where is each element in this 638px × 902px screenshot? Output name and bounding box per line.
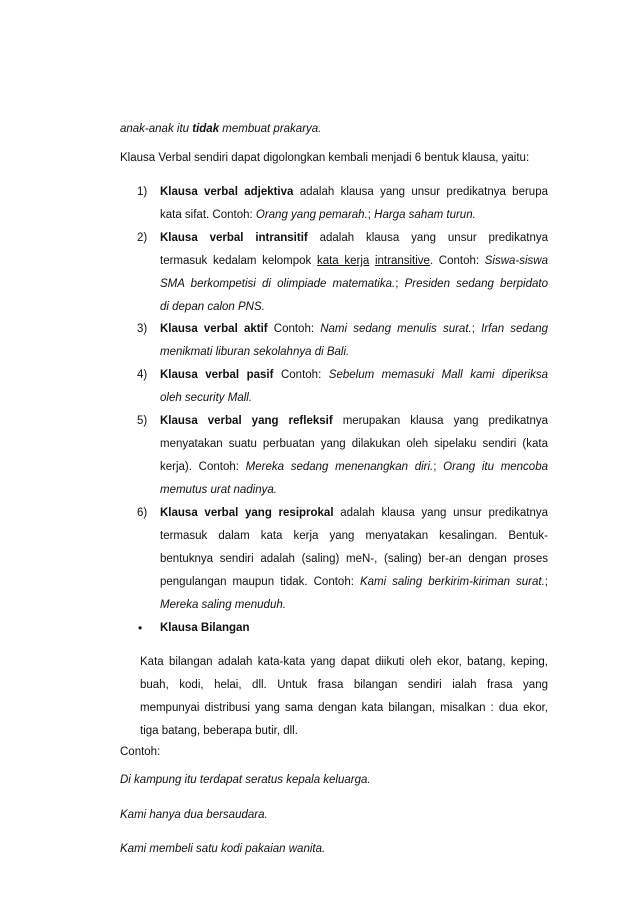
item-2-line-1 xyxy=(160,231,548,245)
underlined-term: intransitive xyxy=(374,255,430,267)
separator: ; xyxy=(367,209,375,221)
item-1-line-1 xyxy=(160,185,548,199)
item-5-line-1 xyxy=(160,414,548,428)
item-6-line-2: termasuk dalam kata kerja yang menyatakan kesalingan. Bentuk- xyxy=(160,530,548,542)
item-3-line-1 xyxy=(160,322,548,336)
lead-paragraph: Klausa Verbal sendiri dapat digolongkan kembali menjadi 6 bentuk klausa, yaitu: xyxy=(120,152,530,164)
paragraph-line: buah, kodi, helai, dll. Untuk frasa bilangan sendiri ialah frasa yang xyxy=(140,679,548,691)
item-5-term: Klausa verbal yang refleksif xyxy=(160,415,333,427)
item-6-line-5: Mereka saling menuduh. xyxy=(160,599,286,611)
separator: ; xyxy=(471,323,482,335)
bullet-heading: Klausa Bilangan xyxy=(160,622,250,634)
item-2-text: termasuk kedalam kelompok xyxy=(160,255,317,267)
item-6-line-1 xyxy=(160,506,548,520)
bullet-icon: • xyxy=(138,621,143,635)
item-1-term: Klausa verbal adjektiva xyxy=(160,186,294,198)
paragraph-line: Kata bilangan adalah kata-kata yang dapat diikuti oleh ekor, batang, keping, xyxy=(140,656,548,668)
item-3-example: Nami sedang menulis surat. xyxy=(320,323,472,335)
separator: ; xyxy=(395,278,405,290)
item-4-line-1 xyxy=(160,368,548,382)
item-4-term: Klausa verbal pasif xyxy=(160,369,274,381)
underlined-term: kata kerja xyxy=(316,255,370,267)
item-4-text: Contoh: xyxy=(273,369,329,381)
separator: ; xyxy=(544,576,548,588)
item-number: 4) xyxy=(137,369,148,381)
item-3-line-2: menikmati liburan sekolahnya di Bali. xyxy=(160,346,350,358)
example-sentence: Di kampung itu terdapat seratus kepala keluarga. xyxy=(120,774,371,786)
intro-text-start: anak-anak itu xyxy=(120,123,193,135)
item-number: 2) xyxy=(137,232,148,244)
item-2-text: adalah klausa yang unsur predikatnya xyxy=(307,232,548,244)
item-1-example: Harga saham turun. xyxy=(374,209,476,221)
item-2-line-3 xyxy=(160,277,548,291)
item-4-example: Sebelum memasuki Mall kami diperiksa xyxy=(328,369,549,381)
item-6-example: Kami saling berkirim-kiriman surat. xyxy=(359,576,545,588)
item-3-example: Irfan sedang xyxy=(481,323,549,335)
item-4-line-2: oleh security Mall. xyxy=(160,392,253,404)
item-number: 6) xyxy=(137,507,148,519)
paragraph-line: mempunyai distribusi yang sama dengan kata bilangan, misalkan : dua ekor, xyxy=(140,702,548,714)
paragraph-line: tiga batang, beberapa butir, dll. xyxy=(140,725,298,737)
item-number: 5) xyxy=(137,415,148,427)
item-5-example: Mereka sedang menenangkan diri. xyxy=(245,461,434,473)
example-sentence: Kami membeli satu kodi pakaian wanita. xyxy=(120,843,326,855)
item-2-example: SMA berkompetisi di olimpiade matematika. xyxy=(160,278,396,290)
item-5-text: merupakan klausa yang predikatnya xyxy=(332,415,548,427)
item-1-example: Orang yang pemarah. xyxy=(255,209,368,221)
item-5-line-2: menyatakan suatu perbuatan yang dilakukan oleh sipelaku sendiri (kata xyxy=(160,438,548,450)
item-5-line-4: memutus urat nadinya. xyxy=(160,484,277,496)
intro-line xyxy=(120,122,321,136)
item-2-text: . Contoh: xyxy=(429,255,485,267)
item-2-example: Siswa-siswa xyxy=(484,255,548,267)
item-5-text: kerja). Contoh: xyxy=(160,461,246,473)
item-2-line-2 xyxy=(160,254,548,268)
item-1-line-2 xyxy=(160,208,476,222)
item-2-term: Klausa verbal intransitif xyxy=(160,232,308,244)
item-1-text: adalah klausa yang unsur predikatnya berupa xyxy=(293,186,548,198)
item-number: 3) xyxy=(137,323,148,335)
item-2-line-4: di depan calon PNS. xyxy=(160,301,265,313)
item-6-line-3: bentuknya sendiri adalah (saling) meN-, (saling) ber-an dengan proses xyxy=(160,553,548,565)
intro-text-end: membuat prakarya. xyxy=(219,123,322,135)
item-6-text: adalah klausa yang unsur predikatnya xyxy=(333,507,548,519)
item-6-text: pengulangan maupun tidak. Contoh: xyxy=(160,576,360,588)
item-number: 1) xyxy=(137,186,148,198)
intro-bold-word: tidak xyxy=(192,123,220,135)
separator: ; xyxy=(433,461,444,473)
item-3-term: Klausa verbal aktif xyxy=(160,323,268,335)
item-6-line-4 xyxy=(160,575,548,589)
example-sentence: Kami hanya dua bersaudara. xyxy=(120,809,268,821)
item-6-term: Klausa verbal yang resiprokal xyxy=(160,507,334,519)
item-5-example: Orang itu mencoba xyxy=(443,461,548,473)
item-5-line-3 xyxy=(160,460,548,474)
contoh-label: Contoh: xyxy=(120,746,161,758)
item-1-text: kata sifat. Contoh: xyxy=(160,209,256,221)
item-2-example: Presiden sedang berpidato xyxy=(404,278,548,290)
item-3-text: Contoh: xyxy=(267,323,321,335)
